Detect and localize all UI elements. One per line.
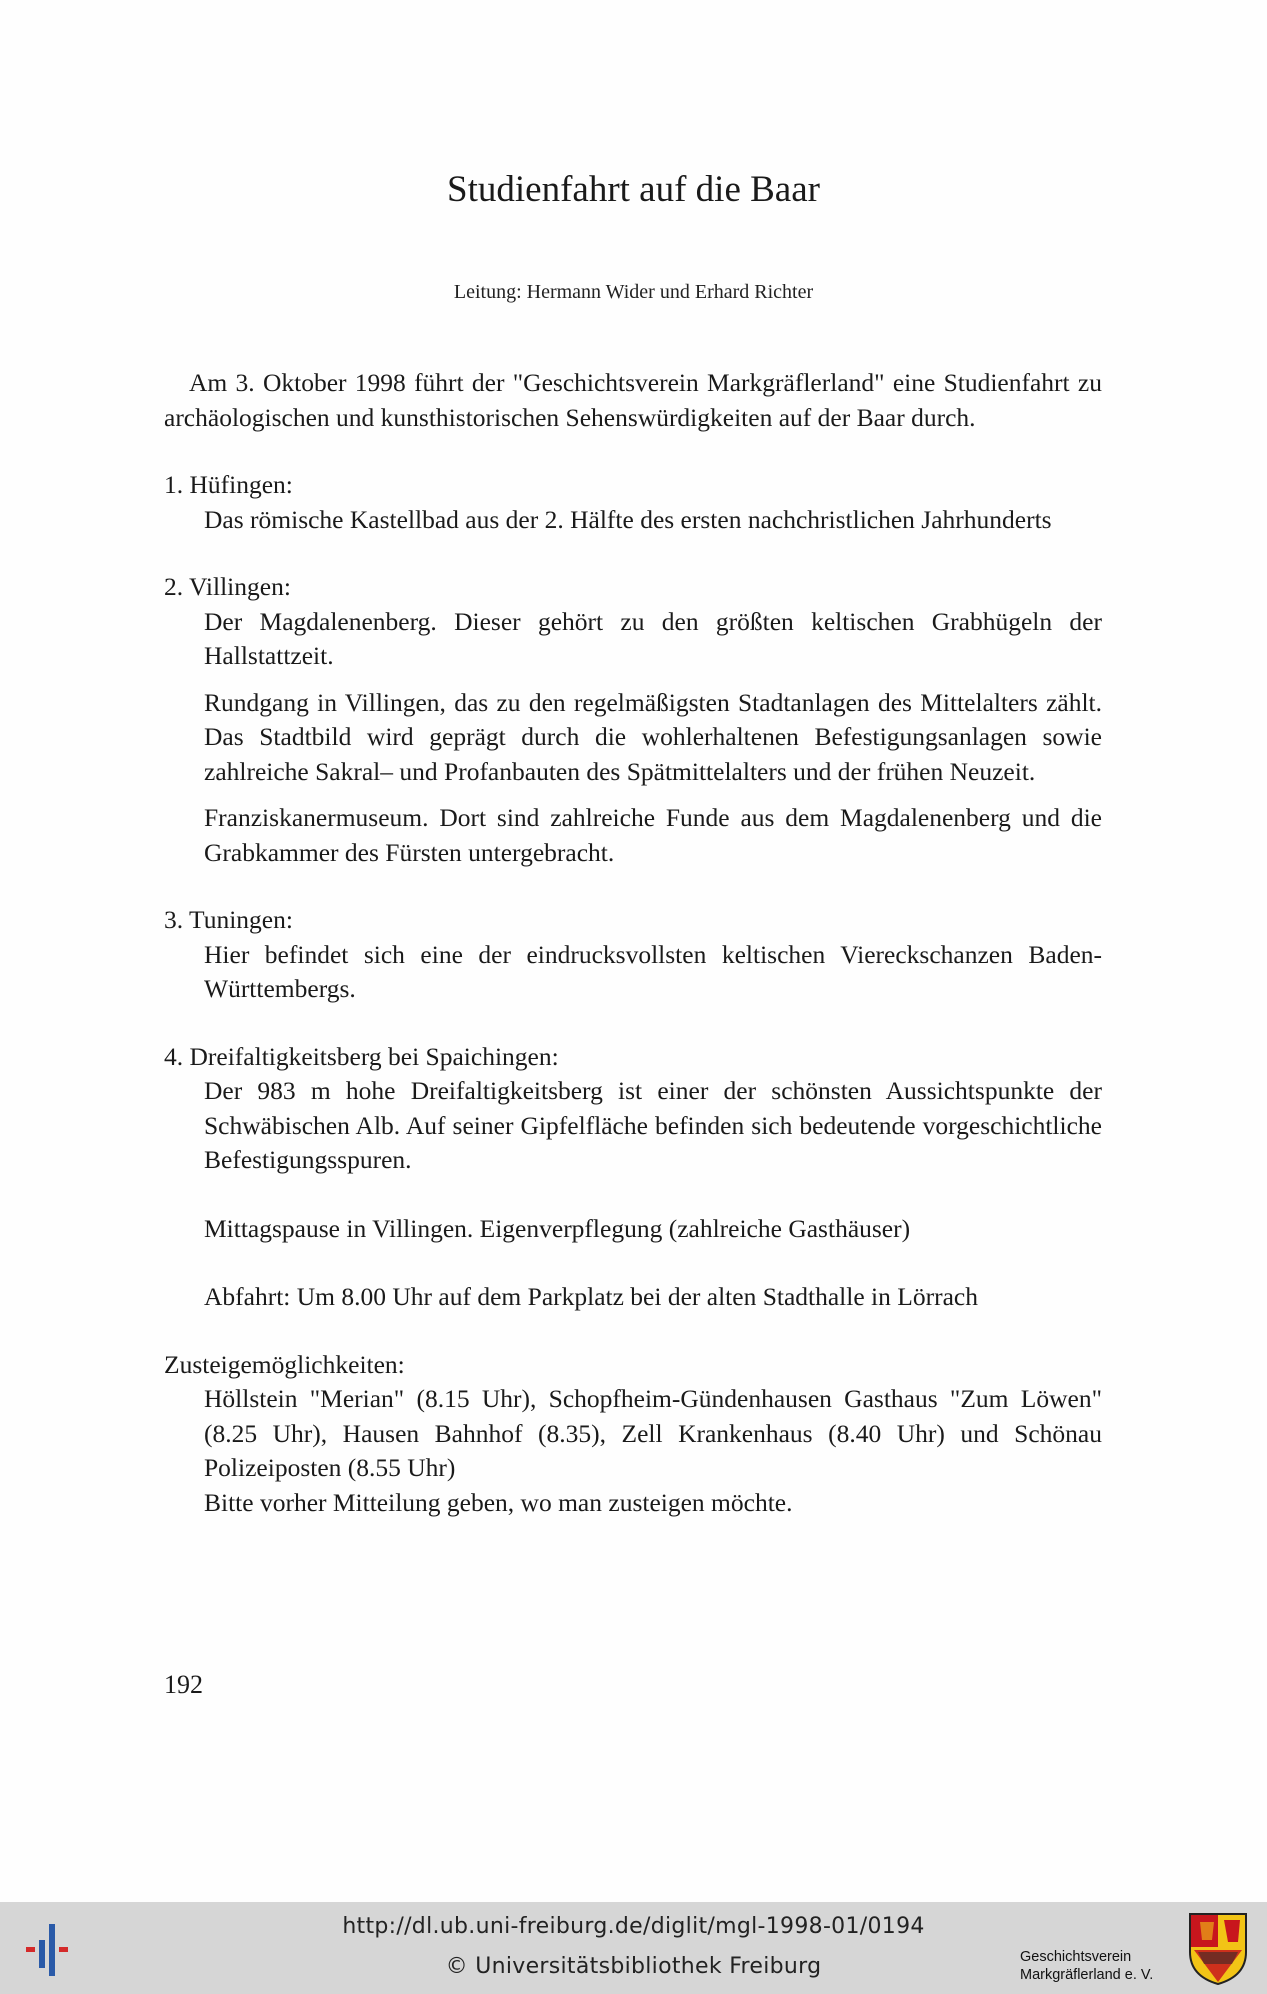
list-item-text: Das römische Kastellbad aus der 2. Hälfte des ersten nachchristlichen Jahrhunderts	[204, 504, 1052, 534]
list-item	[164, 468, 1102, 537]
boarding-section	[164, 1348, 1102, 1521]
footer-bar	[0, 1902, 1267, 1994]
boarding-heading: Zusteigemöglichkeiten:	[164, 1349, 405, 1379]
departure-note: Abfahrt: Um 8.00 Uhr auf dem Parkplatz bei der alten Stadthalle in Lörrach	[204, 1282, 978, 1311]
footer-url[interactable]: http://dl.ub.uni-freiburg.de/diglit/mgl-1998-01/0194	[342, 1914, 925, 1939]
list-item-text: Der Magdalenenberg. Dieser gehört zu den größten keltischen Grabhügeln der Hallstattzeit.	[204, 606, 1102, 670]
page-number: 192	[164, 1670, 203, 1699]
society-name	[1020, 1948, 1180, 1984]
list-item-heading: 3. Tuningen:	[164, 905, 293, 934]
list-item-text: Franziskanermuseum. Dort sind zahlreiche Funde aus dem Magdalenenberg und die Grabkammer des Fürsten untergebracht.	[204, 803, 1102, 867]
document-body	[164, 366, 1102, 1520]
boarding-note: Bitte vorher Mitteilung geben, wo man zusteigen möchte.	[204, 1487, 793, 1517]
page-title: Studienfahrt auf die Baar	[447, 169, 820, 210]
list-item	[164, 1040, 1102, 1315]
list-item-text: Der 983 m hohe Dreifaltigkeitsberg ist einer der schönsten Aussichtspunkte der Schwäbischen Alb. Auf seiner Gipfelfläche befinden sich bedeutende vorgeschichtliche Befestigungsspuren.	[204, 1076, 1102, 1174]
list-item	[164, 903, 1102, 1007]
lunch-note: Mittagspause in Villingen. Eigenverpflegung (zahlreiche Gasthäuser)	[204, 1213, 911, 1243]
society-name-line1: Geschichtsverein	[1020, 1949, 1132, 1965]
list-item-text: Hier befindet sich eine der eindrucksvollsten keltischen Viereckschanzen Baden-Württembergs.	[204, 939, 1102, 1003]
coat-of-arms-icon	[1188, 1912, 1248, 1986]
society-name-line2: Markgräflerland e. V.	[1020, 1967, 1154, 1983]
boarding-text: Höllstein "Merian" (8.15 Uhr), Schopfheim-Gündenhausen Gasthaus "Zum Löwen" (8.25 Uhr), Hausen Bahnhof (8.35), Zell Krankenhaus (8.40 Uhr) und Schönau Polizeiposten (8.55 Uhr)	[204, 1384, 1102, 1482]
intro-paragraph: Am 3. Oktober 1998 führt der "Geschichtsverein Markgräflerland" eine Studienfahrt zu archäologischen und kunsthistorischen Sehenswürdigkeiten auf der Baar durch.	[164, 368, 1102, 432]
list-item-heading: 2. Villingen:	[164, 572, 291, 601]
footer-copyright: © Universitätsbibliothek Freiburg	[445, 1954, 822, 1979]
list-item	[164, 570, 1102, 870]
page-subtitle: Leitung: Hermann Wider und Erhard Richter	[453, 281, 814, 303]
list-item-heading: 4. Dreifaltigkeitsberg bei Spaichingen:	[164, 1041, 559, 1071]
list-item-text: Rundgang in Villingen, das zu den regelmäßigsten Stadtanlagen des Mittelalters zählt. Das Stadtbild wird geprägt durch die wohlerhaltenen Befestigungsanlagen sowie zahlreiche Sakral– und Profanbauten des Spätmittelalters und der frühen Neuzeit.	[204, 687, 1102, 786]
list-item-heading: 1. Hüfingen:	[164, 470, 293, 499]
